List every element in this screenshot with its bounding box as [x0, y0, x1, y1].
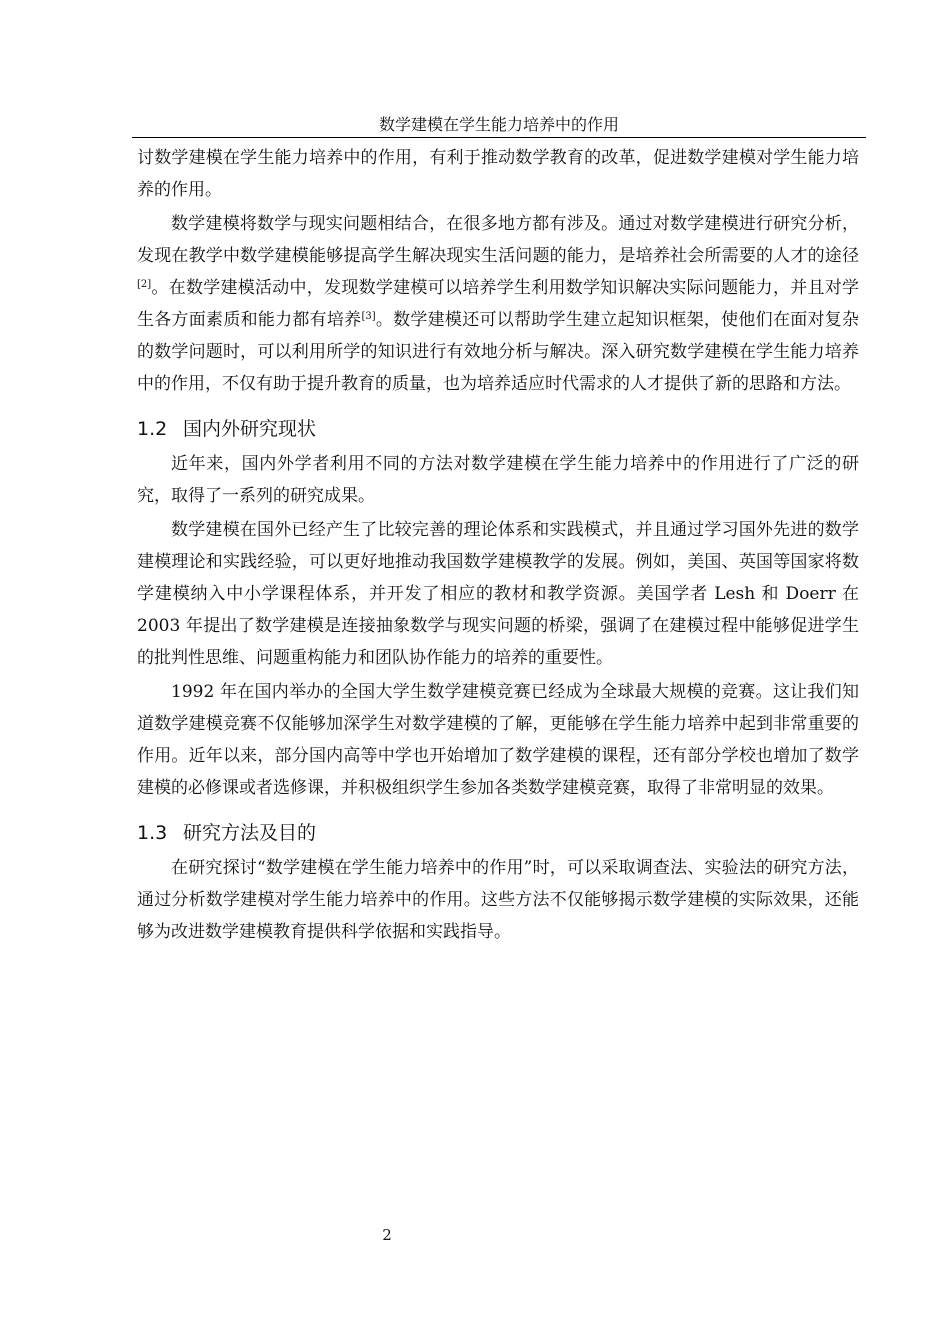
paragraph-text: 。在数学建模活动中，发现数学建模可以培养学生利用数学知识解决实际问题能力，并且对学生各方面素质和能力都有培养 — [137, 278, 859, 330]
section-number: 1.3 — [137, 822, 168, 844]
section-title: 国内外研究现状 — [183, 418, 317, 440]
paragraph-text: 数学建模将数学与现实问题相结合，在很多地方都有涉及。通过对数学建模进行研究分析，发现在教学中数学建模能够提高学生解决现实生活问题的能力，是培养社会所需要的人才的途径 — [137, 214, 859, 266]
section-title: 研究方法及目的 — [183, 822, 317, 844]
citation-ref-2: [2] — [137, 279, 152, 290]
header-rule — [132, 137, 866, 138]
paragraph: 1992 年在国内举办的全国大学生数学建模竞赛已经成为全球最大规模的竞赛。这让我们知道数学建模竞赛不仅能够加深学生对数学建模的了解，更能够在学生能力培养中起到非常重要的作用。近年以来，部分国内高等中学也开始增加了数学建模的课程，还有部分学校也增加了数学建模的必修课或者选修课，并积极组织学生参加各类数学建模竞赛，取得了非常明显的效果。 — [137, 682, 859, 798]
page-number: 2 — [382, 1226, 392, 1244]
paragraph-significance — [137, 208, 859, 400]
citation-ref-3: [3] — [361, 311, 376, 322]
paragraph: 在研究探讨“数学建模在学生能力培养中的作用”时，可以采取调查法、实验法的研究方法，通过分析数学建模对学生能力培养中的作用。这些方法不仅能够揭示数学建模的实际效果，还能够为改进数学建模教育提供科学依据和实践指导。 — [137, 858, 859, 942]
section-number: 1.2 — [137, 418, 168, 440]
page-body — [137, 142, 859, 948]
section-heading-1-2 — [137, 414, 859, 444]
paragraph-continued: 讨数学建模在学生能力培养中的作用，有利于推动数学教育的改革，促进数学建模对学生能力培养的作用。 — [137, 148, 859, 200]
paragraph: 数学建模在国外已经产生了比较完善的理论体系和实践模式，并且通过学习国外先进的数学建模理论和实践经验，可以更好地推动我国数学建模教学的发展。例如，美国、英国等国家将数学建模纳入中小学课程体系，并开发了相应的教材和教学资源。美国学者 Lesh 和 Doerr 在 2003 年提出了数学建模是连接抽象数学与现实问题的桥梁，强调了在建模过程中能够促进学生的批判性思维、问题重构能力和团队协作能力的培养的重要性。 — [137, 520, 859, 668]
running-header: 数学建模在学生能力培养中的作用 — [378, 115, 619, 134]
paragraph-text: 。数学建模还可以帮助学生建立起知识框架，使他们在面对复杂的数学问题时，可以利用所学的知识进行有效地分析与解决。深入研究数学建模在学生能力培养中的作用，不仅有助于提升教育的质量，也为培养适应时代需求的人才提供了新的思路和方法。 — [137, 310, 860, 394]
section-heading-1-3 — [137, 818, 859, 848]
paragraph: 近年来，国内外学者利用不同的方法对数学建模在学生能力培养中的作用进行了广泛的研究，取得了一系列的研究成果。 — [137, 454, 859, 506]
